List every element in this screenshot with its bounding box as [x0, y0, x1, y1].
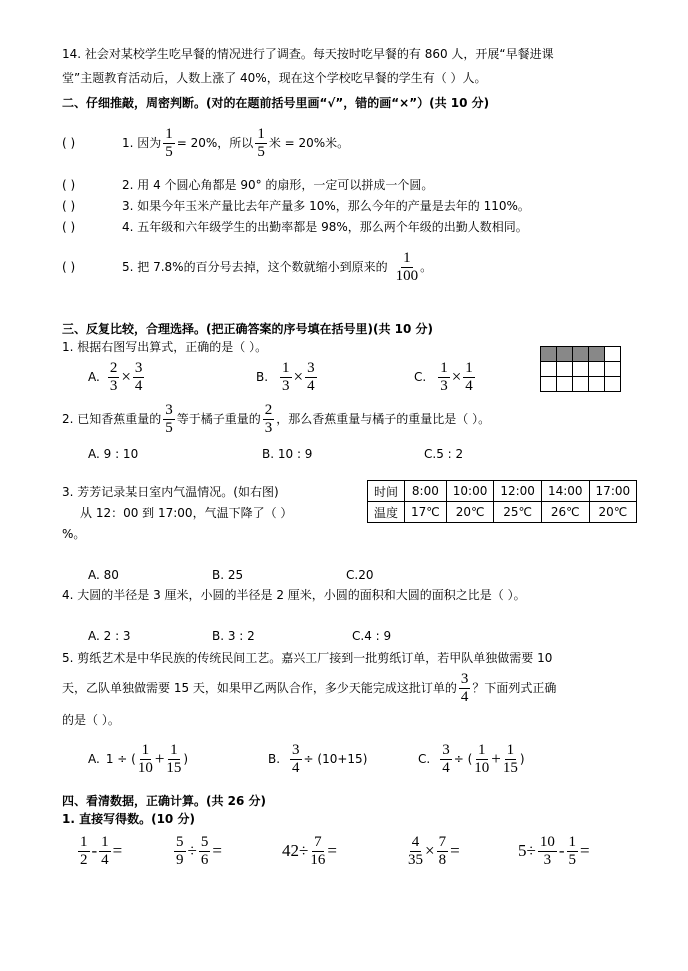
- fraction-grid-figure: [540, 346, 621, 392]
- table-cell: 温度: [368, 502, 405, 523]
- choice-q5-line2: 天，乙队单独做需要 15 天，如果甲乙两队合作，多少天能完成这批订单的 3 4 ？下面列式正确: [62, 670, 557, 705]
- q14-line2: 堂”主题教育活动后，人数上涨了 40%，现在这个学校吃早餐的学生有（ ）人。: [62, 71, 487, 85]
- q2-option-c[interactable]: C.5 : 2: [424, 447, 464, 461]
- q5-option-b[interactable]: B. $\frac{3}{4}$ ÷ (10+15): [268, 741, 368, 776]
- q2-option-b[interactable]: B. 10 : 9: [262, 447, 313, 461]
- answer-paren[interactable]: ( ): [62, 220, 76, 234]
- q4-option-b[interactable]: B. 3 : 2: [212, 629, 255, 643]
- item-text: 2. 用 4 个圆心角都是 90° 的扇形，一定可以拼成一个圆。: [122, 178, 434, 192]
- q1-option-c[interactable]: C. $\frac{1}{3}$ × $\frac{1}{4}$: [414, 359, 473, 394]
- table-cell: 26℃: [541, 502, 589, 523]
- table-cell: 8:00: [405, 481, 447, 502]
- judge-item-3: [62, 198, 530, 214]
- calc-expr-1: 1 2 - $\frac{1}{4}$ =: [80, 833, 123, 868]
- table-row: [368, 481, 637, 502]
- table-cell: 14:00: [541, 481, 589, 502]
- q4-option-c[interactable]: C.4 : 9: [352, 629, 392, 643]
- q4-option-a[interactable]: A. 2 : 3: [88, 629, 131, 643]
- temperature-table: [367, 480, 637, 523]
- table-cell: 20℃: [589, 502, 637, 523]
- answer-paren[interactable]: ( ): [62, 260, 76, 274]
- choice-q3-line2: 从 12：00 到 17:00，气温下降了（ ）: [80, 506, 293, 520]
- table-cell: 25℃: [494, 502, 542, 523]
- choice-q2-stem: 2. 已知香蕉重量的 3 5 等于橘子重量的 2 3 ，那么香蕉重量与橘子的重量比是（ ）。: [62, 401, 491, 436]
- calc-expr-3: 42÷ $\frac{7}{16}$ =: [282, 833, 337, 868]
- item-text: 5. 把 7.8%的百分号去掉，这个数就缩小到原来的: [122, 260, 388, 274]
- judge-item-5: [62, 246, 432, 288]
- item-text: 。: [420, 260, 433, 274]
- fraction: $\frac{1}{5}$: [165, 125, 173, 160]
- table-cell: 17℃: [405, 502, 447, 523]
- choice-q1-stem: 1. 根据右图写出算式，正确的是（ ）。: [62, 340, 268, 354]
- table-cell: 12:00: [494, 481, 542, 502]
- answer-paren[interactable]: ( ): [62, 136, 76, 150]
- judge-item-1: [62, 122, 349, 164]
- q1-option-a[interactable]: A. $\frac{2}{3}$ × $\frac{3}{4}$: [88, 359, 143, 394]
- table-cell: 时间: [368, 481, 405, 502]
- answer-paren[interactable]: ( ): [62, 199, 76, 213]
- item-text: 3. 如果今年玉米产量比去年产量多 10%，那么今年的产量是去年的 110%。: [122, 199, 530, 213]
- table-row: [368, 502, 637, 523]
- choice-q3-line1: 3. 芳芳记录某日室内气温情况。(如右图): [62, 485, 279, 499]
- answer-paren[interactable]: ( ): [62, 178, 76, 192]
- q3-option-b[interactable]: B. 25: [212, 568, 244, 582]
- item-text: 米 = 20%米。: [268, 136, 350, 150]
- q14-line1: 14. 社会对某校学生吃早餐的情况进行了调查。每天按时吃早餐的有 860 人，开展“早餐进课: [62, 47, 554, 61]
- section4-sub1: 1. 直接写得数。(10 分): [62, 812, 195, 826]
- choice-q5-line3: 的是（ ）。: [62, 713, 120, 727]
- item-text: 1. 因为: [122, 136, 162, 150]
- section3-title: 三、反复比较，合理选择。(把正确答案的序号填在括号里)(共 10 分): [62, 322, 433, 336]
- q2-option-a[interactable]: A. 9 : 10: [88, 447, 139, 461]
- item-text: = 20%，所以: [176, 136, 254, 150]
- calc-expr-4: $\frac{4}{35}$ × $\frac{7}{8}$ =: [408, 833, 460, 868]
- choice-q5-line1: 5. 剪纸艺术是中华民族的传统民间工艺。嘉兴工厂接到一批剪纸订单，若甲队单独做需要 10: [62, 651, 553, 665]
- fraction: 1 5: [257, 125, 265, 160]
- table-cell: 20℃: [446, 502, 494, 523]
- calc-expr-2: $\frac{5}{9}$ ÷ $\frac{5}{6}$ =: [176, 833, 222, 868]
- fraction: 1 100: [395, 249, 419, 284]
- table-cell: 10:00: [446, 481, 494, 502]
- q3-option-c[interactable]: C.20: [346, 568, 374, 582]
- q5-option-c[interactable]: C. $\frac{3}{4}$ ÷ ( 1 10 + $\frac{1}{15}$ ): [418, 741, 525, 776]
- q1-option-b[interactable]: B. $\frac{1}{3}$ × $\frac{3}{4}$: [256, 359, 315, 394]
- judge-item-2: [62, 177, 433, 193]
- choice-q4-stem: 4. 大圆的半径是 3 厘米，小圆的半径是 2 厘米，小圆的面积和大圆的面积之比是（ ）。: [62, 588, 526, 602]
- section2-title: 二、仔细推敲，周密判断。(对的在题前括号里画“√”，错的画“×”）(共 10 分): [62, 96, 490, 110]
- judge-item-4: [62, 219, 528, 235]
- q3-option-a[interactable]: A. 80: [88, 568, 119, 582]
- calc-expr-5: 5÷ $\frac{10}{3}$ - $\frac{1}{5}$ =: [518, 833, 590, 868]
- q5-option-a[interactable]: A. 1 ÷ ( 1 10 + $\frac{1}{15}$ ): [88, 741, 189, 776]
- item-text: 4. 五年级和六年级学生的出勤率都是 98%，那么两个年级的出勤人数相同。: [122, 220, 528, 234]
- choice-q3-line3: %。: [62, 527, 86, 541]
- section4-title: 四、看清数据，正确计算。(共 26 分): [62, 794, 267, 808]
- table-cell: 17:00: [589, 481, 637, 502]
